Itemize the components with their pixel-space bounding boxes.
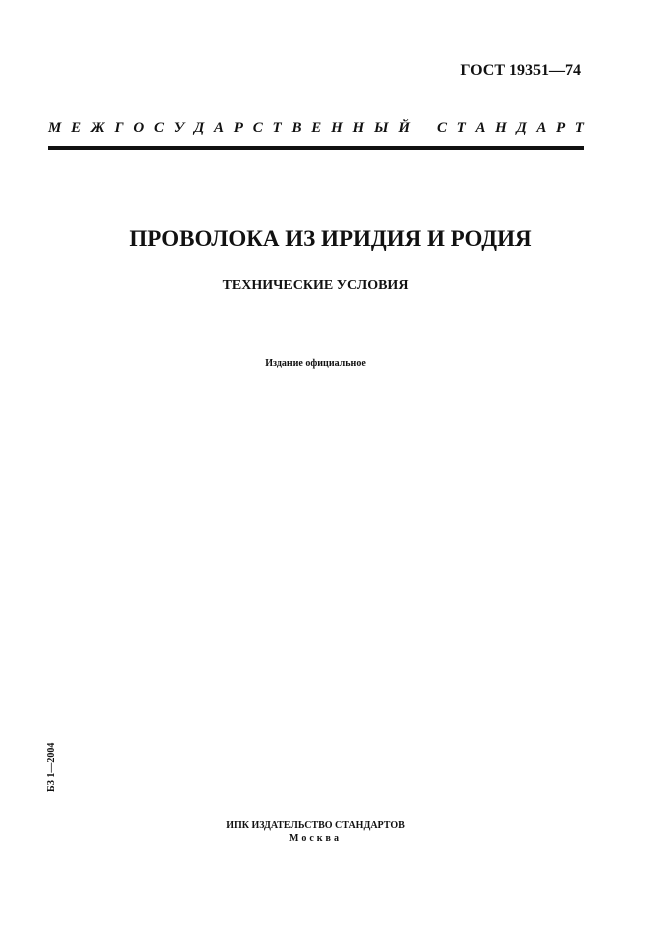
series-heading-word-2 bbox=[437, 120, 584, 137]
heading-rule bbox=[48, 146, 584, 150]
document-subtitle: ТЕХНИЧЕСКИЕ УСЛОВИЯ bbox=[222, 278, 409, 293]
publisher-city: Москва bbox=[289, 833, 342, 844]
heading-letter: Н bbox=[352, 120, 365, 136]
heading-letter: О bbox=[133, 120, 145, 136]
edition-note: Издание официальное bbox=[265, 358, 366, 369]
heading-letter: Р bbox=[555, 120, 566, 136]
heading-letter: Г bbox=[114, 120, 124, 136]
publisher-name: ИПК ИЗДАТЕЛЬСТВО СТАНДАРТОВ bbox=[226, 820, 405, 831]
series-heading bbox=[48, 120, 584, 137]
heading-letter: С bbox=[437, 120, 448, 136]
heading-letter: Т bbox=[456, 120, 466, 136]
heading-letter: Т bbox=[574, 120, 584, 136]
heading-letter: Д bbox=[516, 120, 527, 136]
heading-letter: Е bbox=[71, 120, 82, 136]
heading-letter: Ж bbox=[90, 120, 105, 136]
heading-letter: Й bbox=[398, 120, 410, 136]
heading-letter: С bbox=[252, 120, 263, 136]
series-heading-word-1 bbox=[48, 120, 410, 137]
heading-letter: А bbox=[475, 120, 486, 136]
document-title: ПРОВОЛОКА ИЗ ИРИДИЯ И РОДИЯ bbox=[129, 226, 532, 251]
heading-letter: Д bbox=[193, 120, 205, 136]
heading-letter: М bbox=[48, 120, 62, 136]
heading-letter: Т bbox=[272, 120, 282, 136]
heading-letter: Н bbox=[331, 120, 343, 136]
heading-letter: Р bbox=[233, 120, 243, 136]
heading-letter: У bbox=[173, 120, 185, 136]
heading-letter: Е bbox=[311, 120, 322, 136]
heading-letter: В bbox=[291, 120, 302, 136]
side-code: БЗ 1—2004 bbox=[46, 742, 57, 792]
heading-letter: Ы bbox=[374, 120, 389, 136]
heading-letter: А bbox=[214, 120, 225, 136]
heading-letter: С bbox=[153, 120, 164, 136]
heading-letter: Н bbox=[495, 120, 507, 136]
heading-letter: А bbox=[536, 120, 547, 136]
document-number: ГОСТ 19351—74 bbox=[460, 62, 581, 79]
